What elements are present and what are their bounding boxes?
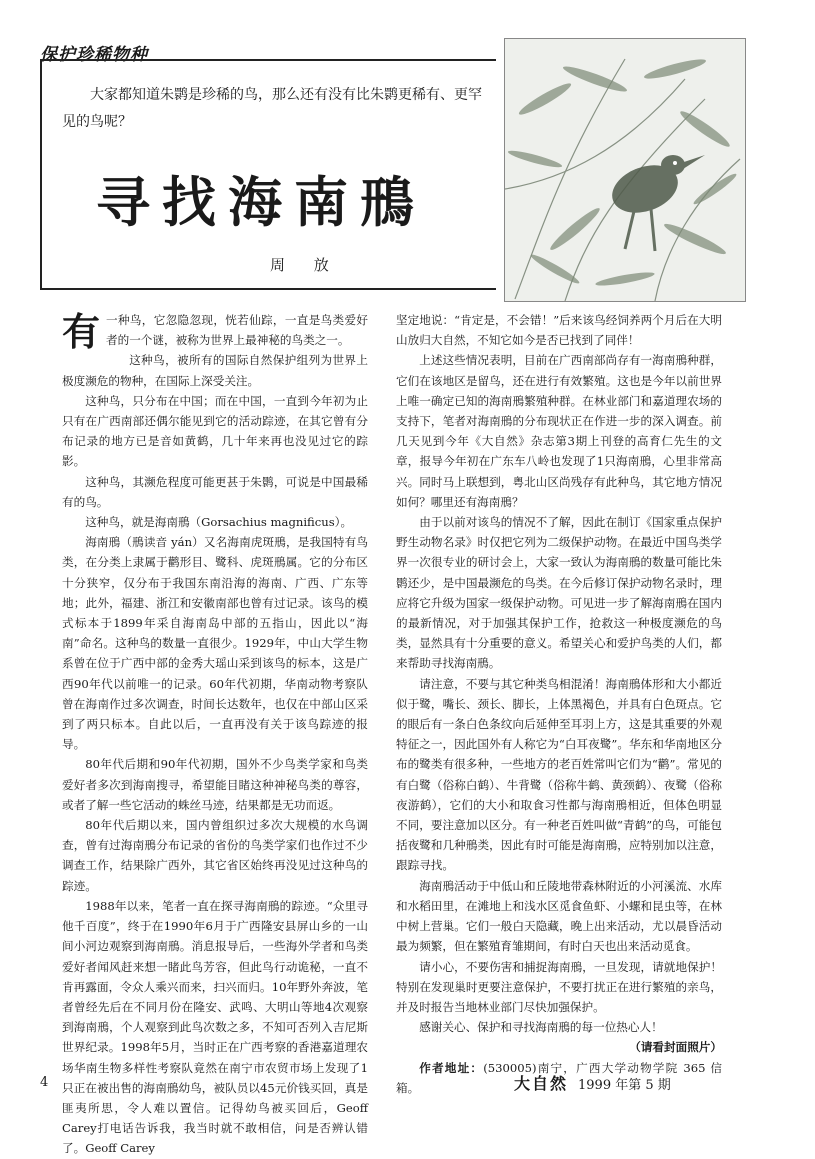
- issue-info: 1999 年第 5 期: [578, 1078, 671, 1093]
- bird-in-bamboo-photo: [504, 38, 746, 302]
- article-author: 周 放: [270, 256, 341, 274]
- header-rule-bottom: [40, 288, 496, 290]
- section-label: 保护珍稀物种: [40, 40, 154, 65]
- paragraph: 请小心，不要伤害和捕捉海南鳽，一旦发现，请就地保护！特别在发现巢时更要注意保护，不要打扰正在进行繁殖的亲鸟，并及时报告当地林业部门尽快加强保护。: [396, 959, 722, 1014]
- paragraph: 80年代后期以来，国内曾组织过多次大规模的水鸟调查，曾有过海南鳽分布记录的省份的鸟类学家们也作过不少调查工作，结果除广西外，其它省区始终再没见过这种鸟的踪迹。: [62, 818, 368, 893]
- paragraph: 海南鳽活动于中低山和丘陵地带森林附近的小河溪流、水库和水稻田里，在滩地上和浅水区觅食鱼虾、小螺和昆虫等，在林中树上营巢。它们一般白天隐藏，晚上出来活动，尤以晨昏活动最为频繁，但在繁殖育雏期间，有时白天也出来活动觅食。: [396, 878, 722, 954]
- paragraph: 上述这些情况表明，目前在广西南部尚存有一海南鳽种群，它们在该地区是留鸟，还在进行有效繁殖。这也是今年以前世界上唯一确定已知的海南鳽繁殖种群。在林业部门和嘉道理农场的支持下，笔者对海南鳽的分布现状正在作进一步的深入调查。前几天见到今年《大自然》杂志第3期上刊登的高育仁先生的文章，报导今年初在广东车八岭也发现了1只海南鳽，心里非常高兴。同时马上联想到，粤北山区尚残存有此种鸟，其它地方情况如何？哪里还有海南鳽？: [396, 353, 722, 509]
- drop-cap: 有: [62, 309, 101, 354]
- paragraph: 坚定地说：“肯定是，不会错！”后来该鸟经饲养两个月后在大明山放归大自然，不知它如今是否已找到了同伴！: [396, 313, 722, 348]
- opening-paragraph: [62, 309, 368, 354]
- article-title: 寻找海南鳽: [96, 171, 426, 234]
- paragraph: 感谢关心、保护和寻找海南鳽的每一位热心人！: [419, 1020, 663, 1035]
- paragraph: 由于以前对该鸟的情况不了解，因此在制订《国家重点保护野生动物名录》时仅把它列为二级保护动物。在最近中国鸟类学界一次很专业的研讨会上，大家一致认为海南鳽的数量可能比朱鹮还少，是中国最濒危的鸟类。在今后修订保护动物名录时，理应将它升级为国家一级保护动物。可见进一步了解海南鳽在国内的最新情况，对于加强其保护工作，抢救这一种极度濒危的鸟类，显然具有十分重要的意义。希望关心和爱护鸟类的人们，都来帮助寻找海南鳽。: [396, 515, 722, 671]
- paragraph: 请注意，不要与其它种类鸟相混淆！海南鳽体形和大小都近似于鹭，嘴长、颈长、脚长，上体黑褐色，并具有白色斑点。它的眼后有一条白色条纹向后延伸至耳羽上方，这是其重要的外观特征之一，因此国外有人称它为“白耳夜鹭”。华东和华南地区分布的鹭类有很多种，一些地方的老百姓常叫它们为“鹳”。常见的有白鹭（俗称白鹤）、牛背鹭（俗称牛鹤、黄颈鹤）、夜鹭（俗称夜游鹤），它们的大小和取食习性都与海南鳽相近，但体色明显不同，要注意加以区分。有一种老百姓叫做“青鹤”的鸟，可能包括夜鹭和几种鳽类，因此有时可能是海南鳽，应特别加以注意，跟踪寻找。: [396, 676, 722, 873]
- right-column: [396, 310, 722, 1098]
- paragraph: 80年代后期和90年代初期，国外不少鸟类学家和鸟类爱好者多次到海南搜寻，希望能目睹这种神秘鸟类的尊容，或者了解一些它活动的蛛丝马迹，结果都是无功而返。: [62, 757, 368, 812]
- lead-paragraph: 大家都知道朱鹮是珍稀的鸟，那么还有没有比朱鹮更稀有、更罕见的鸟呢？: [62, 87, 482, 130]
- paragraph: 这种鸟，其濒危程度可能更甚于朱鹮，可说是中国最稀有的鸟。: [62, 474, 368, 509]
- header-rule-top: [40, 59, 496, 61]
- page-number: 4: [40, 1075, 49, 1090]
- paragraph: 1988年以来，笔者一直在探寻海南鳽的踪迹。“众里寻他千百度”，终于在1990年6月于广西隆安县屏山乡的一山间小河边观察到海南鳽。消息报导后，一些海外学者和鸟类爱好者闻风赶来想一睹此鸟芳容，但此鸟行动诡秘，一直不肯再露面，令众人乘兴而来，扫兴而归。10年野外奔波，笔者曾经先后在不同月份在隆安、武鸣、大明山等地4次观察到海南鳽，个人观察到此鸟次数之多，不知可否列入吉尼斯世界纪录。1998年5月，当时正在广西考察的香港嘉道理农场华南生物多样性考察队竟然在南宁市农贸市场上发现了1只正在被出售的海南鳽幼鸟，被队员以45元价钱买回，真是匪夷所思，令人难以置信。记得幼鸟被买回后，Geoff Carey打电话告诉我，我当时就不敢相信，问是否辨认错了。Geoff Carey: [62, 898, 368, 1156]
- address-text: (530005)南宁，广西大学动物学院 365 信箱。: [396, 1060, 722, 1095]
- paragraph: 这种鸟，被所有的国际自然保护组列为世界上极度濒危的物种，在国际上深受关注。: [62, 353, 368, 388]
- magazine-name: 大自然: [514, 1074, 569, 1093]
- photo-note: （请看封面照片）: [629, 1040, 722, 1055]
- left-column: [62, 310, 368, 1159]
- paragraph: 海南鳽（鳽读音 yán）又名海南虎斑鳽，是我国特有鸟类，在分类上隶属于鹳形目、鹭科、虎斑鳽属。它的分布区十分狭窄，仅分布于我国东南沿海的海南、广西、广东等地；此外，福建、浙江和安徽南部也曾有过记录。该鸟的模式标本于1899年采自海南岛中部的五指山，因此以“海南”命名。这种鸟的数量一直很少。1929年，中山大学生物系曾在位于广西中部的金秀大瑶山采到该鸟的标本，这是广西90年代以前唯一的记录。60年代初期，华南动物考察队曾在海南作过多次调查，时间长达数年，也仅在中部山区采到了两只标本。自此以后，一直再没有关于该鸟踪迹的报导。: [62, 535, 368, 752]
- paragraph: 这种鸟，只分布在中国；而在中国，一直到今年初为止只有在广西南部还偶尔能见到它的活动踪迹，在其它曾有分布记录的地方已是音如黄鹤，几十年来再也没见过它的踪影。: [62, 393, 368, 469]
- address-label: 作者地址：: [419, 1060, 484, 1075]
- paragraph: 一种鸟，它忽隐忽现，恍若仙踪，一直是鸟类爱好者的一个谜，被称为世界上最神秘的鸟类之一。: [106, 313, 368, 348]
- header-rule-left: [40, 59, 42, 288]
- paragraph: 这种鸟，就是海南鳽（Gorsachius magnificus）。: [85, 515, 353, 530]
- photo-illustration: [505, 39, 745, 301]
